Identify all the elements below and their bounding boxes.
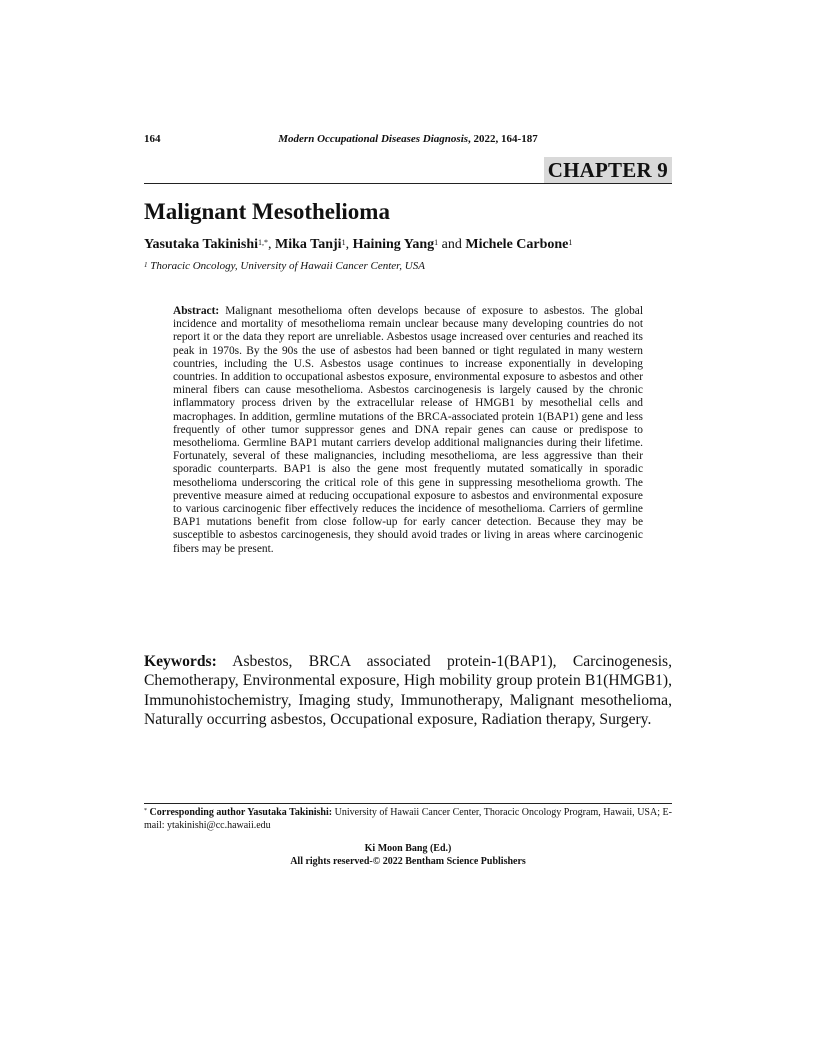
author-name: Mika Tanji (275, 237, 342, 252)
chapter-divider (144, 183, 672, 184)
abstract-text: Malignant mesothelioma often develops because of exposure to asbestos. The global incidence and mortality of mesothelioma remain unclear because many developing countries do not report it or the data they report are unreliable. Asbestos usage increased over centuries and reached its peak in 1970s. By the 90s the use of asbestos had been banned or tight regulated in many western countries, including the U.S. Asbestos usage continues to increase exponentially in developing countries. In addition to occupational asbestos exposure, environmental exposure to asbestos and other mineral fibers can cause mesothelioma. Asbestos carcinogenesis is largely caused by the chronic inflammatory process driven by the extracellular release of HMGB1 by mesothelial cells and macrophages. In addition, germline mutations of the BRCA-associated protein 1(BAP1) gene and less frequently of other tumor suppressor genes and DNA repair genes can cause or predispose to mesothelioma. Germline BAP1 mutant carriers develop additional malignancies during their lifetime. Fortunately, several of these malignancies, including mesothelioma, are less aggressive than their sporadic counterparts. BAP1 is also the gene most frequently mutated somatically in sporadic mesothelioma underscoring the critical role of this gene in suppressing mesothelioma growth. The preventive measure aimed at reducing occupational exposure to asbestos and environmental exposure to various carcinogenic fiber effectively reduces the incidence of mesothelioma. Carriers of germline BAP1 mutations benefit from close follow-up for early cancer detection. Because they may be susceptible to asbestos carcinogenesis, they should avoid trades or living in areas where carcinogenic fibers may be present. (173, 305, 643, 555)
footnote-marker: * (144, 808, 147, 814)
abstract (173, 305, 643, 556)
affiliation (144, 259, 425, 273)
editor-credit: Ki Moon Bang (Ed.) (364, 843, 452, 854)
author-affiliation-marker: 1 (568, 238, 573, 247)
running-head (0, 133, 816, 146)
keywords-label: Keywords: (144, 653, 217, 670)
footnote-label: Corresponding author Yasutaka Takinishi: (147, 807, 333, 818)
journal-citation: , 2022, 164-187 (468, 133, 538, 145)
affiliation-text: Thoracic Oncology, University of Hawaii Cancer Center, USA (147, 260, 425, 272)
author-separator: , (268, 237, 276, 252)
article-title: Malignant Mesothelioma (144, 199, 390, 224)
author-name: Michele Carbone (465, 237, 569, 252)
copyright-notice: All rights reserved-© 2022 Bentham Science Publishers (290, 856, 526, 867)
author-name: Yasutaka Takinishi (144, 237, 259, 252)
footnote-divider (144, 803, 672, 804)
keywords (144, 652, 672, 730)
keywords-text: Asbestos, BRCA associated protein-1(BAP1), Carcinogenesis, Chemotherapy, Environmental exposure, High mobility group protein B1(HMGB1), Immunohistochemistry, Imaging study, Immunotherapy, Malignant mesothelioma, Naturally occurring asbestos, Occupational exposure, Radiation therapy, Surgery. (144, 653, 672, 729)
affiliation-marker: 1 (144, 261, 148, 269)
footnote-text: University of Hawaii Cancer Center, Thoracic Oncology Program, Hawaii, USA; E-mail: ytakinishi@cc.hawaii.edu (144, 807, 672, 831)
abstract-label: Abstract: (173, 305, 220, 317)
author-name: Haining Yang (352, 237, 435, 252)
chapter-label: CHAPTER 9 (544, 157, 672, 183)
author-conjunction: and (438, 237, 466, 252)
page-number: 164 (144, 133, 161, 145)
author-affiliation-marker: 1,* (258, 238, 269, 247)
author-affiliation-marker: 1 (434, 238, 439, 247)
journal-title: Modern Occupational Diseases Diagnosis (278, 133, 469, 145)
author-list (144, 236, 572, 253)
author-separator: , (345, 237, 353, 252)
author-affiliation-marker: 1 (341, 238, 346, 247)
corresponding-author-footnote (144, 806, 672, 832)
